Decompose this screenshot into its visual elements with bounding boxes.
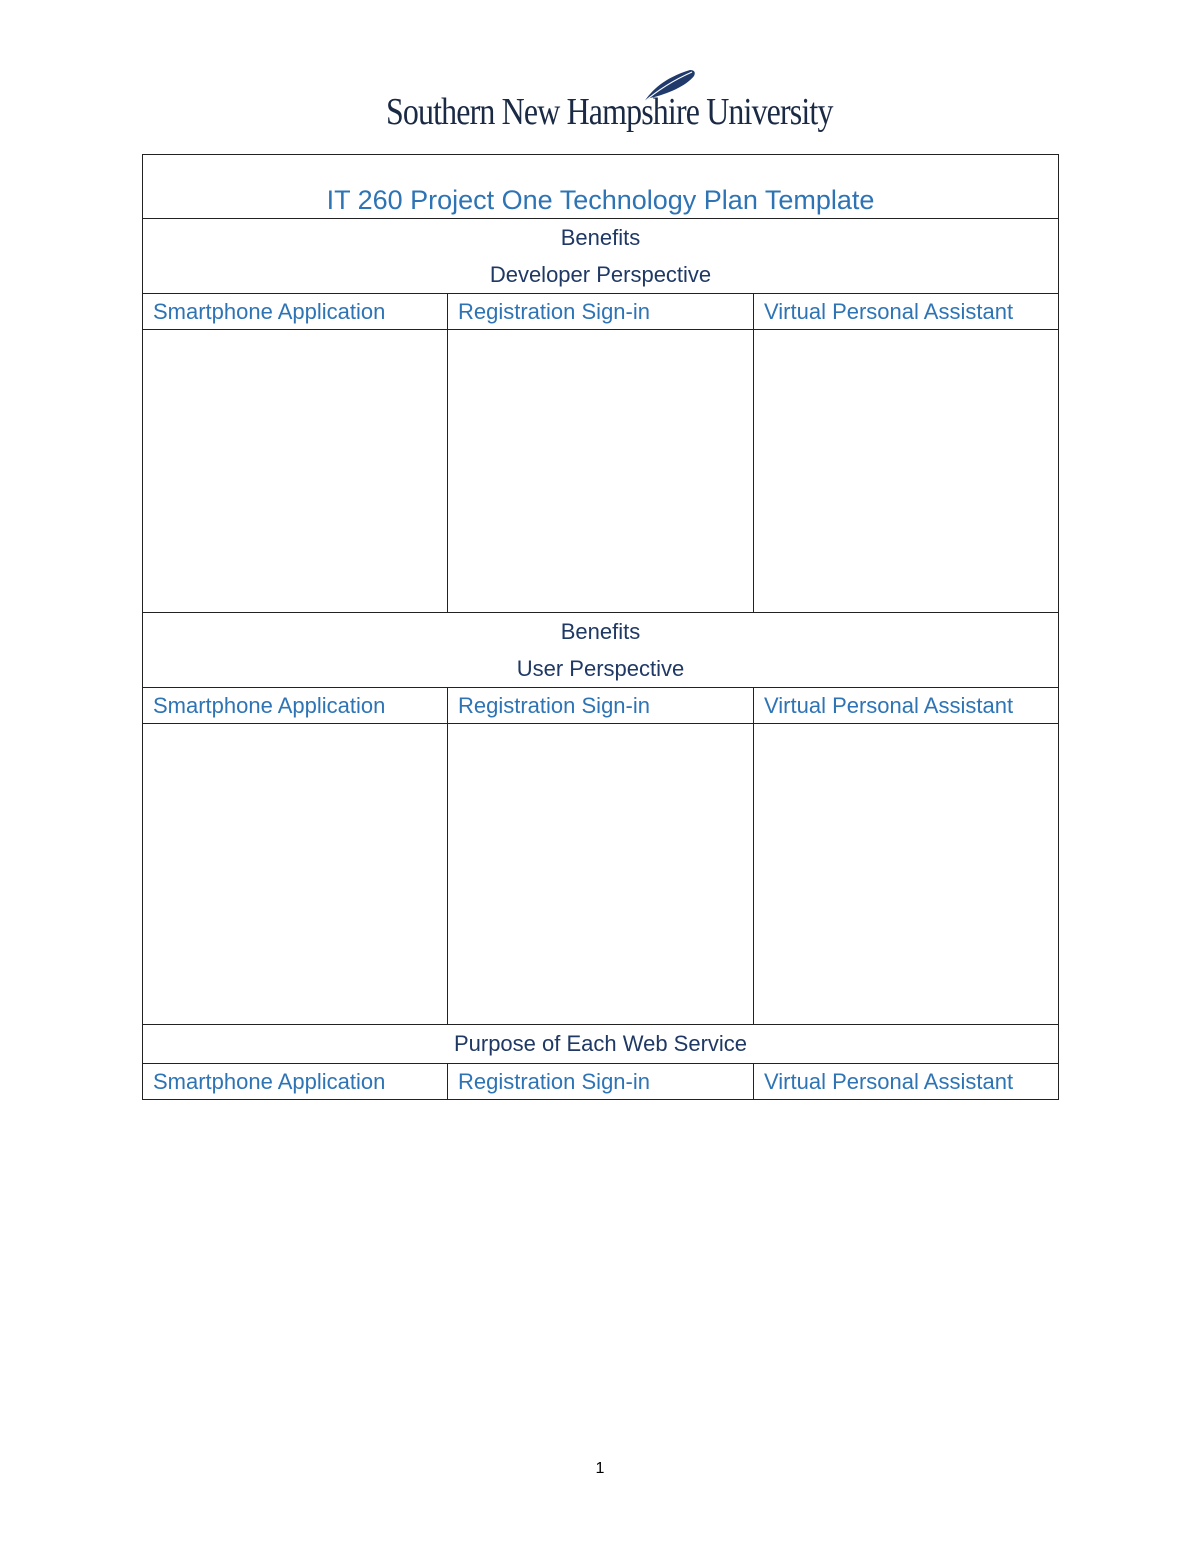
content-cell-assistant[interactable]: [754, 330, 1059, 613]
column-header-row: [143, 294, 1059, 330]
section-heading-row: [143, 613, 1059, 688]
university-logo: [386, 68, 833, 138]
content-cell-registration[interactable]: [448, 724, 754, 1025]
column-header-assistant: Virtual Personal Assistant: [754, 294, 1059, 330]
technology-plan-table: [142, 154, 1059, 1100]
page-number: 1: [595, 1460, 605, 1477]
column-header-registration: Registration Sign-in: [448, 1064, 754, 1100]
column-header-smartphone: Smartphone Application: [143, 294, 448, 330]
section-heading-line: Benefits: [560, 619, 641, 644]
column-header-assistant: Virtual Personal Assistant: [754, 1064, 1059, 1100]
section-heading-row: [143, 219, 1059, 294]
section-heading-line: User Perspective: [516, 656, 685, 681]
title-row: [143, 155, 1059, 219]
column-header-registration: Registration Sign-in: [448, 294, 754, 330]
section-heading-line: Developer Perspective: [489, 262, 712, 287]
section-heading-developer: [143, 219, 1059, 294]
column-header-assistant: Virtual Personal Assistant: [754, 688, 1059, 724]
section-heading-line: Benefits: [560, 225, 641, 250]
column-header-row: [143, 688, 1059, 724]
plan-title: IT 260 Project One Technology Plan Template: [143, 155, 1059, 219]
content-cell-registration[interactable]: [448, 330, 754, 613]
column-header-smartphone: Smartphone Application: [143, 688, 448, 724]
column-header-smartphone: Smartphone Application: [143, 1064, 448, 1100]
column-header-row: [143, 1064, 1059, 1100]
column-header-registration: Registration Sign-in: [448, 688, 754, 724]
content-row: [143, 330, 1059, 613]
section-heading-user: [143, 613, 1059, 688]
content-cell-assistant[interactable]: [754, 724, 1059, 1025]
content-cell-smartphone[interactable]: [143, 330, 448, 613]
section-heading-purpose: Purpose of Each Web Service: [143, 1025, 1059, 1064]
section-heading-row: [143, 1025, 1059, 1064]
content-row: [143, 724, 1059, 1025]
logo-text: Southern New Hampshire University: [386, 91, 833, 133]
content-cell-smartphone[interactable]: [143, 724, 448, 1025]
